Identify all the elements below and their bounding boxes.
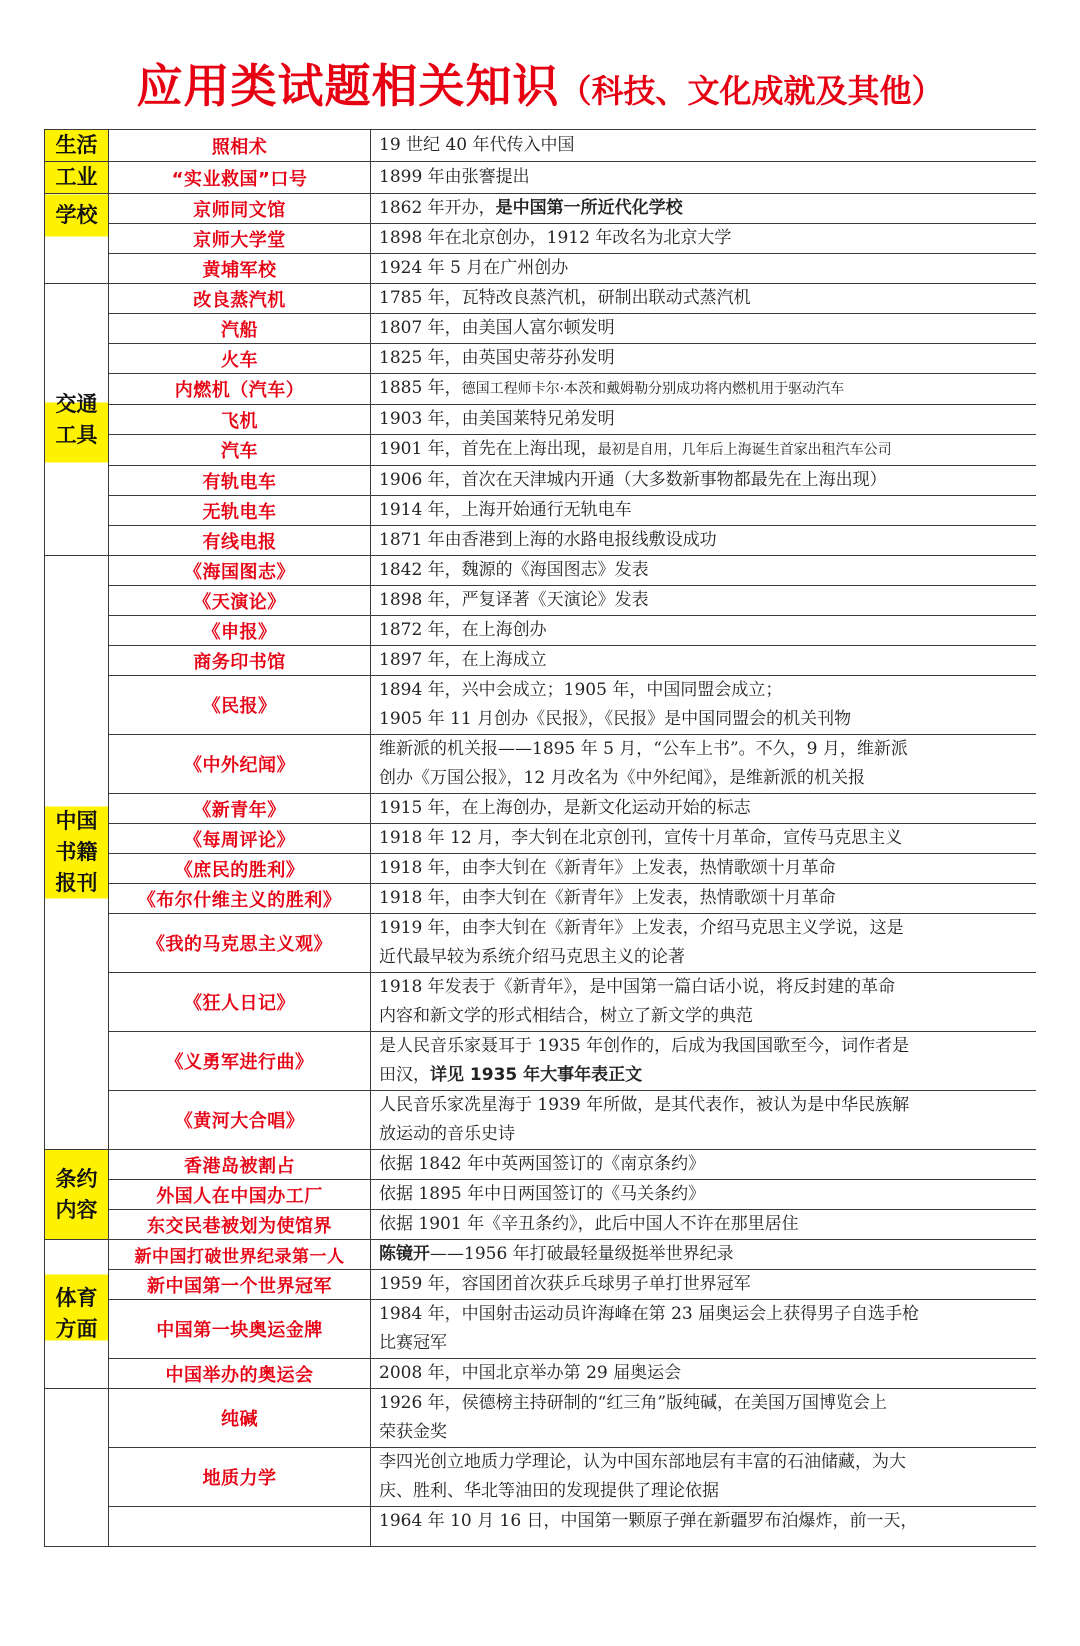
item-desc: 1862 年开办，是中国第一所近代化学校 (371, 194, 1037, 224)
table-row (45, 1389, 1037, 1448)
table-row (45, 224, 1037, 254)
item-name: 《新青年》 (109, 794, 371, 824)
table-row (45, 884, 1037, 914)
item-desc: 依据 1895 年中日两国签订的《马关条约》 (371, 1180, 1037, 1210)
item-desc: 1906 年，首次在天津城内开通（大多数新事物都最先在上海出现） (371, 466, 1037, 496)
item-name: 地质力学 (109, 1448, 371, 1507)
table-row (45, 1300, 1037, 1359)
table-row (45, 1240, 1037, 1270)
item-name: 商务印书馆 (109, 646, 371, 676)
title-sub: （科技、文化成就及其他） (559, 72, 944, 110)
table-row (45, 130, 1037, 162)
table-row (45, 735, 1037, 794)
item-desc: 依据 1901 年《辛丑条约》，此后中国人不许在那里居住 (371, 1210, 1037, 1240)
desc-bold: 详见 1935 年大事年表正文 (430, 1065, 643, 1085)
item-name: 香港岛被割占 (109, 1150, 371, 1180)
table-row (45, 466, 1037, 496)
category-transport (45, 284, 109, 556)
item-desc: 1901 年，首先在上海出现，最初是自用，几年后上海诞生首家出租汽车公司 (371, 435, 1037, 466)
table-row (45, 496, 1037, 526)
item-desc: 依据 1842 年中英两国签订的《南京条约》 (371, 1150, 1037, 1180)
item-desc: 1898 年在北京创办，1912 年改名为北京大学 (371, 224, 1037, 254)
item-name: 《中外纪闻》 (109, 735, 371, 794)
item-desc: 李四光创立地质力学理论，认为中国东部地层有丰富的石油储藏，为大 庆、胜利、华北等油田的发现提供了理论依据 (371, 1448, 1037, 1507)
category-treaty-label: 条约内容 (55, 1166, 98, 1222)
table-row (45, 1091, 1037, 1150)
item-desc: 1897 年，在上海成立 (371, 646, 1037, 676)
category-sports-label: 体育方面 (55, 1286, 98, 1341)
category-school (45, 194, 109, 284)
desc-bold: 陈镜开 (379, 1244, 430, 1264)
item-desc: 1918 年 12 月，李大钊在北京创刊，宣传十月革命，宣传马克思主义 (371, 824, 1037, 854)
table-row (45, 556, 1037, 586)
page-title (0, 50, 1080, 116)
item-desc: 1807 年，由美国人富尔顿发明 (371, 314, 1037, 344)
title-main: 应用类试题相关知识 (136, 59, 560, 113)
item-desc: 1785 年，瓦特改良蒸汽机，研制出联动式蒸汽机 (371, 284, 1037, 314)
desc-small: 德国工程师卡尔·本茨和戴姆勒分别成功将内燃机用于驱动汽车 (461, 381, 845, 397)
item-desc: 1903 年，由美国莱特兄弟发明 (371, 405, 1037, 435)
category-treaty (45, 1150, 109, 1240)
item-desc: 1919 年，由李大钊在《新青年》上发表，介绍马克思主义学说，这是 近代最早较为系统介绍马克思主义的论著 (371, 914, 1037, 973)
item-name: 东交民巷被划为使馆界 (109, 1210, 371, 1240)
table-row (45, 314, 1037, 344)
table-row (45, 854, 1037, 884)
table-row (45, 284, 1037, 314)
item-name: 《黄河大合唱》 (109, 1091, 371, 1150)
item-name: 纯碱 (109, 1389, 371, 1448)
table-row (45, 616, 1037, 646)
item-desc: 1825 年，由英国史蒂芬孙发明 (371, 344, 1037, 374)
category-transport-label: 交通工具 (55, 391, 98, 447)
table-row (45, 1270, 1037, 1300)
item-name: 新中国第一个世界冠军 (109, 1270, 371, 1300)
item-desc: 1915 年，在上海创办，是新文化运动开始的标志 (371, 794, 1037, 824)
table-row (45, 1032, 1037, 1091)
table-row (45, 646, 1037, 676)
item-name: 火车 (109, 344, 371, 374)
item-name: 《海国图志》 (109, 556, 371, 586)
category-other (45, 1389, 109, 1547)
table-row (45, 794, 1037, 824)
item-name: 汽船 (109, 314, 371, 344)
knowledge-table (44, 129, 1036, 1547)
category-school-label: 学校 (55, 203, 98, 227)
table-row (45, 374, 1037, 405)
table-row (45, 1448, 1037, 1507)
item-desc: 2008 年，中国北京举办第 29 届奥运会 (371, 1359, 1037, 1389)
table-row (45, 194, 1037, 224)
item-name: 无轨电车 (109, 496, 371, 526)
item-desc: 1842 年，魏源的《海国图志》发表 (371, 556, 1037, 586)
item-name: 《每周评论》 (109, 824, 371, 854)
item-name: 《天演论》 (109, 586, 371, 616)
item-name (109, 1507, 371, 1547)
table-row (45, 1359, 1037, 1389)
item-desc: 1918 年发表于《新青年》，是中国第一篇白话小说，将反封建的革命 内容和新文学的形式相结合，树立了新文学的典范 (371, 973, 1037, 1032)
item-name: 有轨电车 (109, 466, 371, 496)
item-name: “实业救国”口号 (109, 162, 371, 194)
item-desc: 19 世纪 40 年代传入中国 (371, 130, 1037, 162)
item-desc: 1984 年，中国射击运动员许海峰在第 23 届奥运会上获得男子自选手枪 比赛冠军 (371, 1300, 1037, 1359)
item-desc: 陈镜开——1956 年打破最轻量级挺举世界纪录 (371, 1240, 1037, 1270)
item-name: 《民报》 (109, 676, 371, 735)
table-row (45, 344, 1037, 374)
item-desc: 1918 年，由李大钊在《新青年》上发表，热情歌颂十月革命 (371, 884, 1037, 914)
item-desc: 是人民音乐家聂耳于 1935 年创作的，后成为我国国歌至今，词作者是 田汉，详见 1935 年大事年表正文 (371, 1032, 1037, 1091)
item-name: 《我的马克思主义观》 (109, 914, 371, 973)
item-desc: 1899 年由张謇提出 (371, 162, 1037, 194)
item-name: 新中国打破世界纪录第一人 (109, 1240, 371, 1270)
table-row (45, 824, 1037, 854)
item-desc: 1898 年，严复译著《天演论》发表 (371, 586, 1037, 616)
item-name: 改良蒸汽机 (109, 284, 371, 314)
item-name: 内燃机（汽车） (109, 374, 371, 405)
category-books (45, 556, 109, 1150)
item-desc: 维新派的机关报——1895 年 5 月，“公车上书”。不久，9 月，维新派 创办《万国公报》，12 月改名为《中外纪闻》，是维新派的机关报 (371, 735, 1037, 794)
item-name: 照相术 (109, 130, 371, 162)
item-desc: 人民音乐家冼星海于 1939 年所做，是其代表作，被认为是中华民族解 放运动的音乐史诗 (371, 1091, 1037, 1150)
table-row (45, 435, 1037, 466)
table-row (45, 1210, 1037, 1240)
table-row (45, 405, 1037, 435)
table-row (45, 586, 1037, 616)
item-name: 京师同文馆 (109, 194, 371, 224)
table-row (45, 973, 1037, 1032)
desc-bold: 是中国第一所近代化学校 (495, 198, 683, 218)
item-name: 飞机 (109, 405, 371, 435)
category-sports (45, 1240, 109, 1389)
desc-small: 最初是自用，几年后上海诞生首家出租汽车公司 (597, 442, 892, 458)
item-desc: 1914 年，上海开始通行无轨电车 (371, 496, 1037, 526)
item-name: 《申报》 (109, 616, 371, 646)
category-books-label: 中国书籍报刊 (55, 809, 98, 895)
item-desc: 1964 年 10 月 16 日，中国第一颗原子弹在新疆罗布泊爆炸，前一天， (371, 1507, 1037, 1547)
item-name: 《布尔什维主义的胜利》 (109, 884, 371, 914)
item-name: 京师大学堂 (109, 224, 371, 254)
item-desc: 1959 年，容国团首次获乒乓球男子单打世界冠军 (371, 1270, 1037, 1300)
item-name: 汽车 (109, 435, 371, 466)
table-row (45, 162, 1037, 194)
item-desc: 1871 年由香港到上海的水路电报线敷设成功 (371, 526, 1037, 556)
item-name: 有线电报 (109, 526, 371, 556)
category-industry: 工业 (45, 162, 109, 194)
item-name: 外国人在中国办工厂 (109, 1180, 371, 1210)
item-desc: 1918 年，由李大钊在《新青年》上发表，热情歌颂十月革命 (371, 854, 1037, 884)
item-name: 中国第一块奥运金牌 (109, 1300, 371, 1359)
item-name: 中国举办的奥运会 (109, 1359, 371, 1389)
table-row (45, 526, 1037, 556)
table-row (45, 1150, 1037, 1180)
item-desc: 1924 年 5 月在广州创办 (371, 254, 1037, 284)
item-name: 《义勇军进行曲》 (109, 1032, 371, 1091)
item-desc: 1885 年，德国工程师卡尔·本茨和戴姆勒分别成功将内燃机用于驱动汽车 (371, 374, 1037, 405)
table-row (45, 1507, 1037, 1547)
item-name: 《庶民的胜利》 (109, 854, 371, 884)
item-desc: 1894 年，兴中会成立；1905 年，中国同盟会成立； 1905 年 11 月创办《民报》，《民报》是中国同盟会的机关刊物 (371, 676, 1037, 735)
item-name: 《狂人日记》 (109, 973, 371, 1032)
table-row (45, 254, 1037, 284)
item-desc: 1926 年，侯德榜主持研制的“红三角”版纯碱，在美国万国博览会上 荣获金奖 (371, 1389, 1037, 1448)
table-row (45, 914, 1037, 973)
table-row (45, 1180, 1037, 1210)
category-life: 生活 (45, 130, 109, 162)
table-row (45, 676, 1037, 735)
item-name: 黄埔军校 (109, 254, 371, 284)
item-desc: 1872 年，在上海创办 (371, 616, 1037, 646)
knowledge-table-wrapper (44, 129, 1036, 1588)
